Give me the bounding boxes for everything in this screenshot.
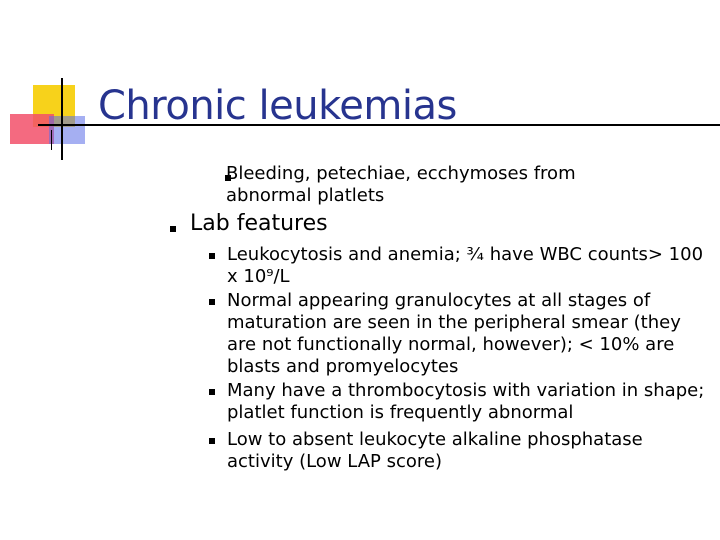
decor-red-rectangle xyxy=(10,114,54,144)
bullet-text: Low to absent leukocyte alkaline phosphatase activity (Low LAP score) xyxy=(227,429,643,472)
square-bullet-icon xyxy=(170,226,176,232)
bullet-text: Many have a thrombocytosis with variation in shape; platlet function is frequently abnormal xyxy=(227,380,705,423)
decor-vertical-line xyxy=(61,78,63,160)
bullet-text: Lab features xyxy=(190,211,328,236)
square-bullet-icon xyxy=(209,253,215,259)
decor-vertical-line-small xyxy=(51,130,52,150)
bullet-text: Leukocytosis and anemia; ¾ have WBC counts> 100 x 10⁹/L xyxy=(227,244,704,287)
square-bullet-icon xyxy=(209,438,215,444)
slide-title: Chronic leukemias xyxy=(98,83,457,129)
bullet-text: Bleeding, petechiae, ecchymoses from abnormal platlets xyxy=(226,163,576,206)
decor-blue-rectangle xyxy=(49,116,85,144)
square-bullet-icon xyxy=(209,299,215,305)
bullet-text: Normal appearing granulocytes at all stages of maturation are seen in the peripheral smear (they are not functionally normal, however); < 10% are blasts and promyelocytes xyxy=(227,290,681,377)
square-bullet-icon xyxy=(209,389,215,395)
